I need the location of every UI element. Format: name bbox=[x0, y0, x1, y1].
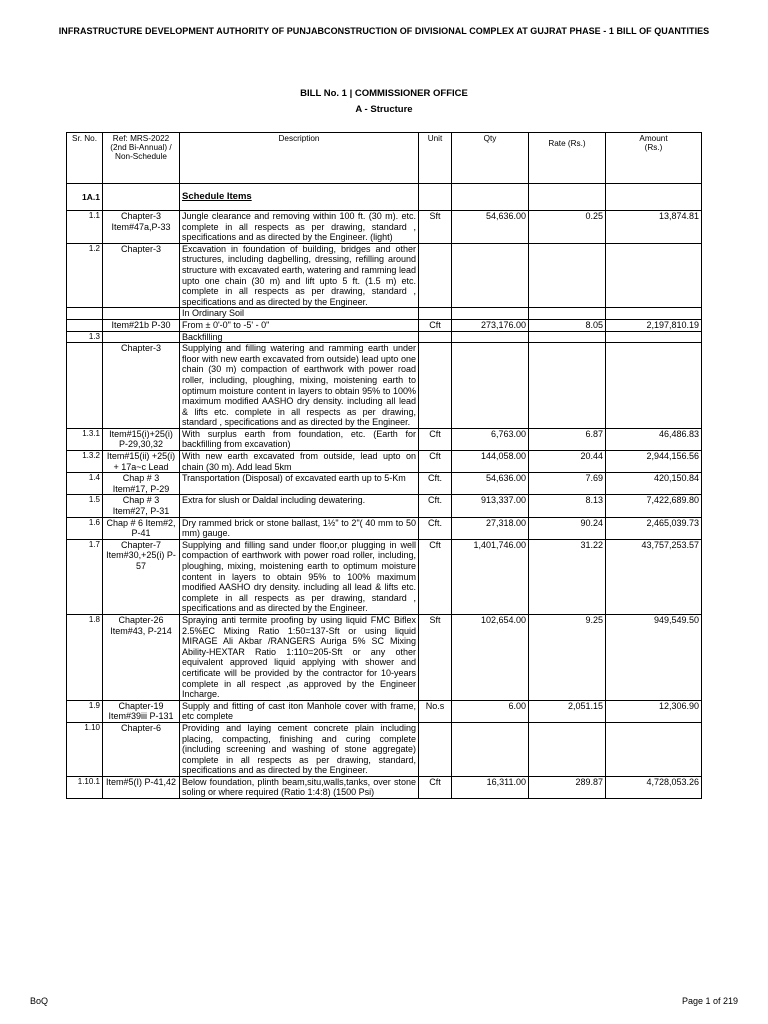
item-description: Jungle clearance and removing within 100 ft. (30 m). etc. complete in all respects as per drawing, standard , specifications and as directed by the Engineer. (light) bbox=[180, 211, 419, 244]
item-qty: 6,763.00 bbox=[452, 428, 529, 450]
item-amount: 949,549.50 bbox=[606, 614, 702, 700]
item-amount: 2,197,810.19 bbox=[606, 319, 702, 331]
schedule-rate-cell bbox=[529, 184, 606, 211]
table-row bbox=[67, 343, 702, 429]
item-description: Supplying and filling sand under floor,or plugging in well compaction of earthwork with power road roller, including, ploughing, mixing, moistening earth to optimum moisture content in layers to obtain 95% to 100% maximum modified AASHO dry density. including all lead & lifts etc. complete in all respects as per drawing, standard , specifications and as directed by the Engineer. bbox=[180, 539, 419, 614]
item-sr: 1.4 bbox=[67, 473, 103, 495]
item-unit: Cft bbox=[419, 539, 452, 614]
item-sr: 1.2 bbox=[67, 243, 103, 308]
item-description: Spraying anti termite proofing by using liquid FMC Biflex 2.5%EC Mixing Ratio 1:50=137-Sft or using liquid MIRAGE Ali Akbar /RANGERS Auriga 5% SC Mixing Ability-HEXTAR Ratio 1:110=205-Sft or any other equivalent approved liquid applying with shower and certificate will be provided by the contractor for 10-years complete in all respect ,as approved by the Engineer Incharge. bbox=[180, 614, 419, 700]
item-unit bbox=[419, 308, 452, 320]
item-rate: 20.44 bbox=[529, 451, 606, 473]
item-description: Excavation in foundation of building, bridges and other structures, including dagbelling, dressing, refilling around structure with excavated earth, watering and ramming lead upto one chain (30 m) and lift upto 5 ft. (1.5 m) etc. complete in all respects as per drawing, standard , specifications and as directed by the Engineer. bbox=[180, 243, 419, 308]
item-qty bbox=[452, 343, 529, 429]
item-rate bbox=[529, 331, 606, 343]
item-unit: Cft bbox=[419, 451, 452, 473]
item-ref: Chapter-3 bbox=[103, 343, 180, 429]
item-amount bbox=[606, 331, 702, 343]
item-sr: 1.1 bbox=[67, 211, 103, 244]
item-amount: 46,486.83 bbox=[606, 428, 702, 450]
item-sr: 1.6 bbox=[67, 517, 103, 539]
table-row bbox=[67, 495, 702, 517]
item-qty: 54,636.00 bbox=[452, 211, 529, 244]
item-amount: 12,306.90 bbox=[606, 700, 702, 722]
schedule-items-row bbox=[67, 184, 702, 211]
schedule-ref-cell bbox=[103, 184, 180, 211]
item-rate bbox=[529, 722, 606, 776]
item-amount bbox=[606, 243, 702, 308]
item-ref: Item#15(i)+25(i) P-29,30,32 bbox=[103, 428, 180, 450]
item-qty: 144,058.00 bbox=[452, 451, 529, 473]
item-rate bbox=[529, 343, 606, 429]
item-rate: 90.24 bbox=[529, 517, 606, 539]
item-rate: 2,051.15 bbox=[529, 700, 606, 722]
col-header-sr: Sr. No. bbox=[67, 133, 103, 184]
col-header-ref: Ref: MRS-2022 (2nd Bi-Annual) / Non-Schedule bbox=[103, 133, 180, 184]
item-ref: Chapter-3 Item#47a,P-33 bbox=[103, 211, 180, 244]
item-amount: 420,150.84 bbox=[606, 473, 702, 495]
item-sr bbox=[67, 343, 103, 429]
item-amount: 7,422,689.80 bbox=[606, 495, 702, 517]
item-unit: No.s bbox=[419, 700, 452, 722]
item-sr: 1.7 bbox=[67, 539, 103, 614]
schedule-sr: 1A.1 bbox=[67, 184, 103, 211]
item-unit: Sft bbox=[419, 614, 452, 700]
item-rate: 6.87 bbox=[529, 428, 606, 450]
item-ref: Chap # 6 Item#2, P-41 bbox=[103, 517, 180, 539]
page-number: Page 1 of 219 bbox=[681, 996, 738, 1006]
item-description: From ± 0'-0" to -5' - 0" bbox=[180, 319, 419, 331]
item-rate: 0.25 bbox=[529, 211, 606, 244]
item-unit: Cft bbox=[419, 428, 452, 450]
col-header-amount: Amount (Rs.) bbox=[606, 133, 702, 184]
schedule-label: Schedule Items bbox=[182, 191, 252, 203]
item-description: In Ordinary Soil bbox=[180, 308, 419, 320]
item-qty bbox=[452, 243, 529, 308]
item-sr: 1.3 bbox=[67, 331, 103, 343]
table-row bbox=[67, 722, 702, 776]
table-row bbox=[67, 517, 702, 539]
table-row bbox=[67, 614, 702, 700]
item-description: Below foundation, plinth beam,situ,walls,tanks, over stone soling or where required (Ratio 1:4:8) (1500 Psi) bbox=[180, 776, 419, 798]
item-unit bbox=[419, 343, 452, 429]
item-description: Extra for slush or Daldal including dewatering. bbox=[180, 495, 419, 517]
item-ref: Chapter-6 bbox=[103, 722, 180, 776]
item-sr bbox=[67, 308, 103, 320]
item-rate: 8.13 bbox=[529, 495, 606, 517]
table-row bbox=[67, 473, 702, 495]
item-rate: 31.22 bbox=[529, 539, 606, 614]
item-ref bbox=[103, 308, 180, 320]
table-row bbox=[67, 319, 702, 331]
item-qty: 16,311.00 bbox=[452, 776, 529, 798]
item-description: Dry rammed brick or stone ballast, 1½" to 2"( 40 mm to 50 mm) gauge. bbox=[180, 517, 419, 539]
item-description: Transportation (Disposal) of excavated earth up to 5-Km bbox=[180, 473, 419, 495]
page-header-title: INFRASTRUCTURE DEVELOPMENT AUTHORITY OF PUNJABCONSTRUCTION OF DIVISIONAL COMPLEX AT GUJRAT PHASE - 1 BILL OF QUANTITIES bbox=[58, 26, 710, 36]
col-header-rate: Rate (Rs.) bbox=[529, 133, 606, 184]
item-sr: 1.8 bbox=[67, 614, 103, 700]
item-unit: Cft. bbox=[419, 517, 452, 539]
item-description: Supply and fitting of cast iton Manhole cover with frame, etc complete bbox=[180, 700, 419, 722]
item-qty bbox=[452, 308, 529, 320]
schedule-amount-cell bbox=[606, 184, 702, 211]
item-qty: 27,318.00 bbox=[452, 517, 529, 539]
table-row bbox=[67, 776, 702, 798]
item-amount: 4,728,053.26 bbox=[606, 776, 702, 798]
item-ref: Chapter-7 Item#30,+25(i) P-57 bbox=[103, 539, 180, 614]
table-row bbox=[67, 211, 702, 244]
item-ref: Chap # 3 Item#27, P-31 bbox=[103, 495, 180, 517]
item-ref: Item#5(I) P-41,42 bbox=[103, 776, 180, 798]
item-rate: 289.87 bbox=[529, 776, 606, 798]
item-qty bbox=[452, 722, 529, 776]
item-unit bbox=[419, 331, 452, 343]
item-description: With new earth excavated from outside, lead upto on chain (30 m). Add lead 5km bbox=[180, 451, 419, 473]
item-rate bbox=[529, 243, 606, 308]
item-sr: 1.10.1 bbox=[67, 776, 103, 798]
item-sr: 1.5 bbox=[67, 495, 103, 517]
table-row bbox=[67, 243, 702, 308]
item-qty: 54,636.00 bbox=[452, 473, 529, 495]
item-qty: 102,654.00 bbox=[452, 614, 529, 700]
table-row bbox=[67, 308, 702, 320]
item-amount: 2,944,156.56 bbox=[606, 451, 702, 473]
footer-left: BoQ bbox=[30, 996, 49, 1006]
item-description: With surplus earth from foundation, etc. (Earth for backfilling from excavation) bbox=[180, 428, 419, 450]
item-qty: 1,401,746.00 bbox=[452, 539, 529, 614]
boq-table bbox=[66, 132, 702, 799]
table-row bbox=[67, 428, 702, 450]
item-ref: Chap # 3 Item#17, P-29 bbox=[103, 473, 180, 495]
schedule-label-cell bbox=[180, 184, 419, 211]
item-sr: 1.3.2 bbox=[67, 451, 103, 473]
item-sr: 1.9 bbox=[67, 700, 103, 722]
item-description: Backfilling bbox=[180, 331, 419, 343]
bill-subtitle: A - Structure bbox=[355, 104, 413, 115]
bill-title: BILL No. 1 | COMMISSIONER OFFICE bbox=[300, 88, 468, 99]
item-unit: Cft bbox=[419, 776, 452, 798]
item-amount: 13,874.81 bbox=[606, 211, 702, 244]
item-unit bbox=[419, 722, 452, 776]
table-row bbox=[67, 331, 702, 343]
col-header-qty: Qty bbox=[452, 133, 529, 184]
item-qty: 913,337.00 bbox=[452, 495, 529, 517]
schedule-unit-cell bbox=[419, 184, 452, 211]
item-qty: 6.00 bbox=[452, 700, 529, 722]
table-row bbox=[67, 539, 702, 614]
item-unit: Sft bbox=[419, 211, 452, 244]
col-header-description: Description bbox=[180, 133, 419, 184]
item-amount: 43,757,253.57 bbox=[606, 539, 702, 614]
schedule-qty-cell bbox=[452, 184, 529, 211]
item-amount bbox=[606, 722, 702, 776]
item-ref: Chapter-19 Item#39iii P-131 bbox=[103, 700, 180, 722]
item-amount: 2,465,039.73 bbox=[606, 517, 702, 539]
item-ref: Item#15(ii) +25(i) + 17a~c Lead bbox=[103, 451, 180, 473]
item-amount bbox=[606, 308, 702, 320]
item-description: Providing and laying cement concrete plain including placing, compacting, finishing and curing complete (including screening and washing of stone aggregate) complete in all respects as per drawing, standard, specifications and as directed by the Engineer. bbox=[180, 722, 419, 776]
item-unit: Cft. bbox=[419, 473, 452, 495]
table-row bbox=[67, 451, 702, 473]
item-rate bbox=[529, 308, 606, 320]
item-sr bbox=[67, 319, 103, 331]
item-unit: Cft. bbox=[419, 495, 452, 517]
item-rate: 7.69 bbox=[529, 473, 606, 495]
table-row bbox=[67, 700, 702, 722]
item-sr: 1.3.1 bbox=[67, 428, 103, 450]
item-rate: 9.25 bbox=[529, 614, 606, 700]
item-qty: 273,176.00 bbox=[452, 319, 529, 331]
table-header-row bbox=[67, 133, 702, 184]
item-sr: 1.10 bbox=[67, 722, 103, 776]
item-ref: Chapter-3 bbox=[103, 243, 180, 308]
item-ref: Item#21b P-30 bbox=[103, 319, 180, 331]
col-header-unit: Unit bbox=[419, 133, 452, 184]
item-ref bbox=[103, 331, 180, 343]
item-ref: Chapter-26 Item#43, P-214 bbox=[103, 614, 180, 700]
item-rate: 8.05 bbox=[529, 319, 606, 331]
item-unit: Cft bbox=[419, 319, 452, 331]
item-description: Supplying and filling watering and ramming earth under floor with new earth excavated from outside) lead upto one chain (30 m) compaction of earthwork with power road roller, including, ploughing, mixing, moistening earth to optimum moisture content in layers to obtain 95% to 100% maximum modified AASHO dry density. including all lead & lifts etc. complete in all respects as per drawing, standard , specifications and as directed by the Engineer. bbox=[180, 343, 419, 429]
item-qty bbox=[452, 331, 529, 343]
item-unit bbox=[419, 243, 452, 308]
item-amount bbox=[606, 343, 702, 429]
